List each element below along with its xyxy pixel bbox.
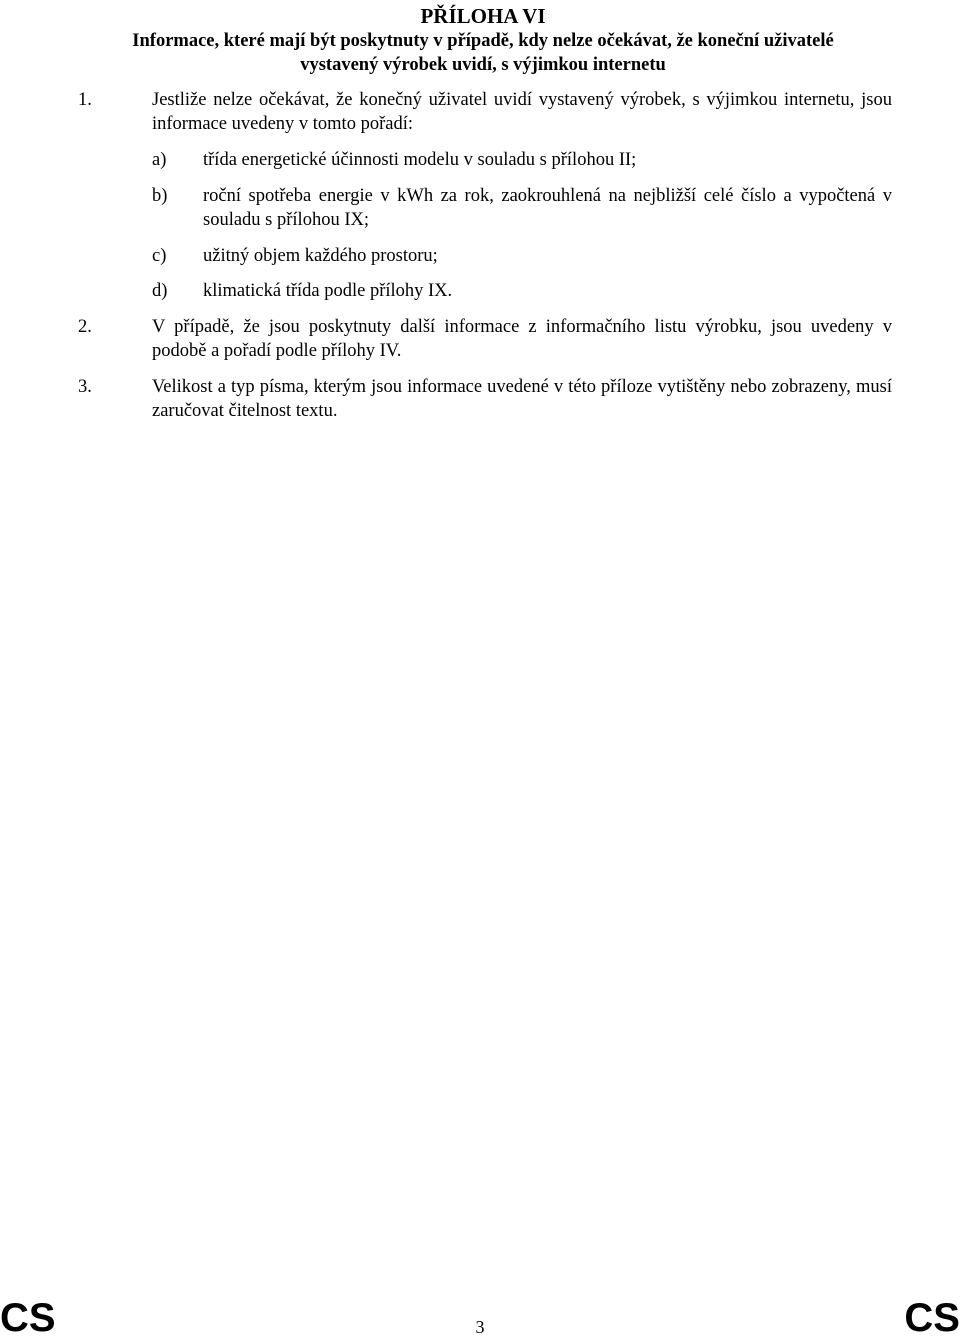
footer-language-code-left: CS (0, 1296, 56, 1340)
annex-subtitle (60, 29, 906, 77)
item-c-text: užitný objem každého prostoru; (203, 246, 438, 266)
item-a-letter: a) (152, 150, 167, 170)
annex-title: PŘÍLOHA VI (420, 4, 546, 28)
section-2-text: V případě, že jsou poskytnuty další informace z informačního listu výrobku, jsou uvedeny v podobě a pořadí podle přílohy IV. (152, 317, 892, 361)
page-number: 3 (475, 1317, 485, 1337)
annex-subtitle-line-1: Informace, které mají být poskytnuty v případě, kdy nelze očekávat, že koneční uživatelé (132, 31, 834, 51)
item-b-letter: b) (152, 186, 168, 206)
item-d-letter: d) (152, 281, 168, 301)
footer-language-code-right: CS (904, 1296, 960, 1340)
item-b-text: roční spotřeba energie v kWh za rok, zaokrouhlená na nejbližší celé číslo a vypočtená v souladu s přílohou IX; (203, 186, 892, 230)
item-c-letter: c) (152, 246, 167, 266)
annex-subtitle-line-2: vystavený výrobek uvidí, s výjimkou internetu (300, 55, 666, 75)
item-d-text: klimatická třída podle přílohy IX. (203, 281, 453, 301)
section-3-text: Velikost a typ písma, kterým jsou informace uvedené v této příloze vytištěny nebo zobrazeny, musí zaručovat čitelnost textu. (152, 377, 892, 421)
section-1-number: 1. (78, 90, 92, 110)
section-2-number: 2. (78, 317, 92, 337)
section-1-text: Jestliže nelze očekávat, že konečný uživatel uvidí vystavený výrobek, s výjimkou internetu, jsou informace uvedeny v tomto pořadí: (152, 90, 892, 134)
item-a-text: třída energetické účinnosti modelu v souladu s přílohou II; (203, 150, 637, 170)
section-3-number: 3. (78, 377, 92, 397)
